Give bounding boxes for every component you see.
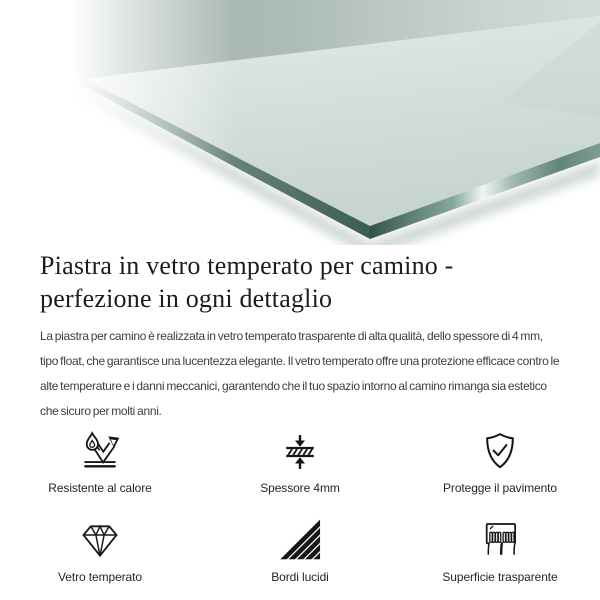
product-image: [0, 0, 600, 245]
feature-label: Protegge il pavimento: [443, 481, 557, 495]
diamond-icon: [78, 519, 122, 563]
feature-label: Bordi lucidi: [271, 570, 329, 584]
glass-plate-photo: [0, 0, 600, 245]
feature-label: Spessore 4mm: [260, 481, 340, 495]
feature-item-thickness: [200, 430, 400, 495]
page-title: Piastra in vetro temperato per camino - perfezione in ogni dettaglio: [40, 251, 454, 313]
polished-edges-icon: [278, 519, 322, 563]
feature-label: Resistente al calore: [48, 481, 152, 495]
feature-label: Vetro temperato: [58, 570, 142, 584]
feature-label: Superficie trasparente: [442, 570, 558, 584]
heat-resistant-icon: [78, 430, 122, 474]
shield-check-icon: [478, 430, 522, 474]
feature-item-polished-edges: [200, 519, 400, 584]
feature-item-heat-resistant: [0, 430, 200, 495]
feature-item-transparent-surface: [400, 519, 600, 584]
hands-on-surface-icon: [478, 519, 522, 563]
feature-item-tempered-glass: [0, 519, 200, 584]
features-grid: [0, 430, 600, 584]
feature-item-floor-protection: [400, 430, 600, 495]
product-description: La piastra per camino è realizzata in vetro temperato trasparente di alta qualità, dello spessore di 4 mm, tipo float, che garantisce una lucentezza elegante. Il vetro temperato offre una protezione efficace contro le alte temperature e i danni meccanici, garantendo che il tuo spazio intorno al camino rimanga sia estetico che sicuro per molti anni.: [40, 329, 560, 418]
product-content: [0, 249, 600, 424]
thickness-4mm-icon: [278, 430, 322, 474]
